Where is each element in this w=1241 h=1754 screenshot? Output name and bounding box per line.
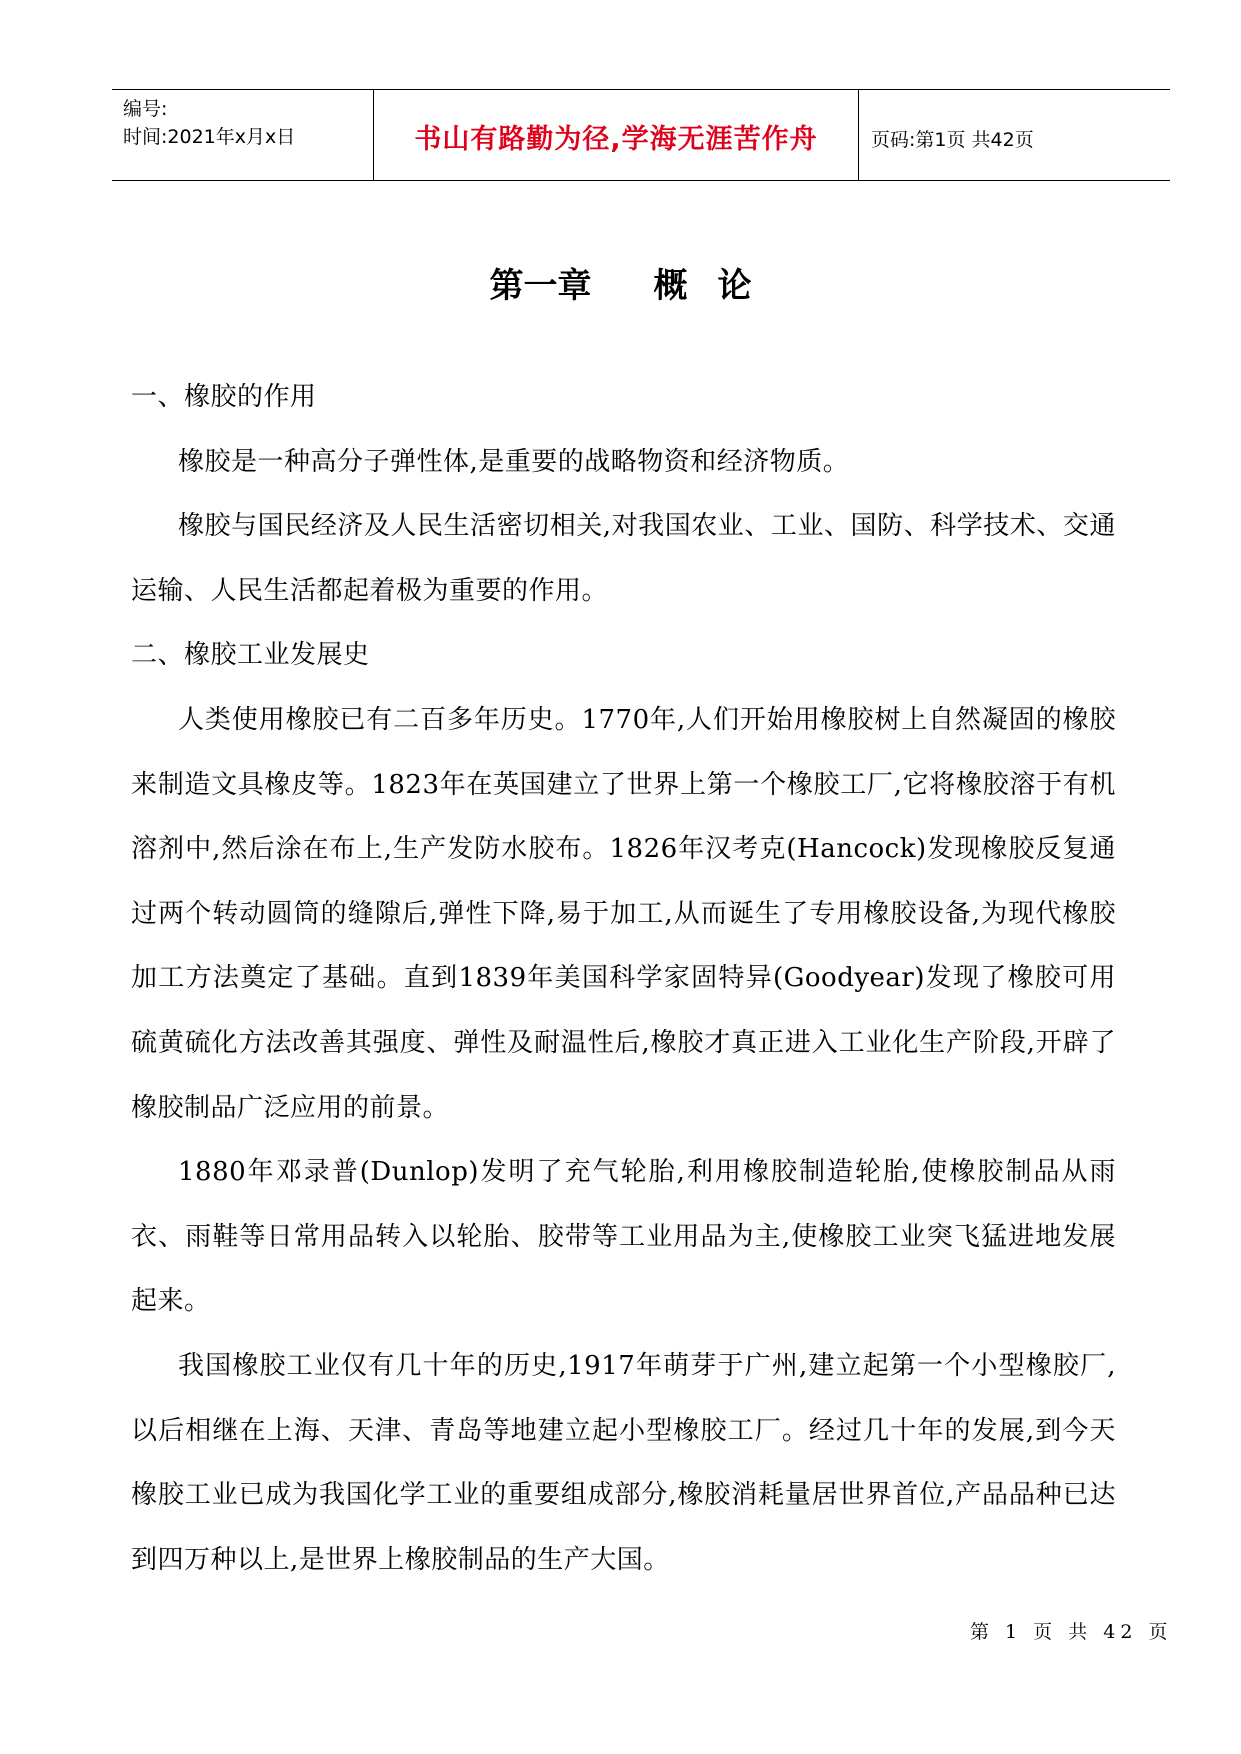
chapter-name-part2: 论 <box>717 266 752 306</box>
paragraph-4: 1880年邓录普(Dunlop)发明了充气轮胎,利用橡胶制造轮胎,使橡胶制品从雨衣、雨鞋等日常用品转入以轮胎、胶带等工业用品为主,使橡胶工业突飞猛进地发展起来。 <box>131 1157 1116 1317</box>
page-header <box>112 89 1170 181</box>
motto-text: 书山有路勤为径,学海无涯苦作舟 <box>414 124 818 155</box>
paragraph-5: 我国橡胶工业仅有几十年的历史,1917年萌芽于广州,建立起第一个小型橡胶厂,以后相继在上海、天津、青岛等地建立起小型橡胶工厂。经过几十年的发展,到今天橡胶工业已成为我国化学工业的重要组成部分,橡胶消耗量居世界首位,产品品种已达到四万种以上,是世界上橡胶制品的生产大国。 <box>131 1350 1116 1575</box>
page-footer: 第 1 页 共 42 页 <box>970 1621 1173 1643</box>
section-heading-1: 一、橡胶的作用 <box>131 382 317 412</box>
header-motto-cell <box>374 90 859 180</box>
section-heading-2: 二、橡胶工业发展史 <box>131 640 370 671</box>
header-page-info: 页码:第1页 共42页 <box>871 129 1034 151</box>
chapter-number: 第一章 <box>489 266 592 306</box>
header-page-cell <box>859 90 1170 180</box>
paragraph-2: 橡胶与国民经济及人民生活密切相关,对我国农业、工业、国防、科学技术、交通运输、人民生活都起着极为重要的作用。 <box>131 511 1116 606</box>
document-body <box>131 365 1116 1592</box>
chapter-name-part1: 概 <box>653 266 688 306</box>
date-label: 时间:2021年x月x日 <box>123 126 296 148</box>
paragraph-3: 人类使用橡胶已有二百多年历史。1770年,人们开始用橡胶树上自然凝固的橡胶来制造文具橡皮等。1823年在英国建立了世界上第一个橡胶工厂,它将橡胶溶于有机溶剂中,然后涂在布上,生产发防水胶布。1826年汉考克(Hancock)发现橡胶反复通过两个转动圆筒的缝隙后,弹性下降,易于加工,从而诞生了专用橡胶设备,为现代橡胶加工方法奠定了基础。直到1839年美国科学家固特异(Goodyear)发现了橡胶可用硫黄硫化方法改善其强度、弹性及耐温性后,橡胶才真正进入工业化生产阶段,开辟了橡胶制品广泛应用的前景。 <box>131 704 1116 1123</box>
chapter-title <box>0 258 1241 307</box>
number-label: 编号: <box>123 98 168 120</box>
header-meta-cell <box>112 90 374 180</box>
paragraph-1: 橡胶是一种高分子弹性体,是重要的战略物资和经济物质。 <box>178 446 850 477</box>
